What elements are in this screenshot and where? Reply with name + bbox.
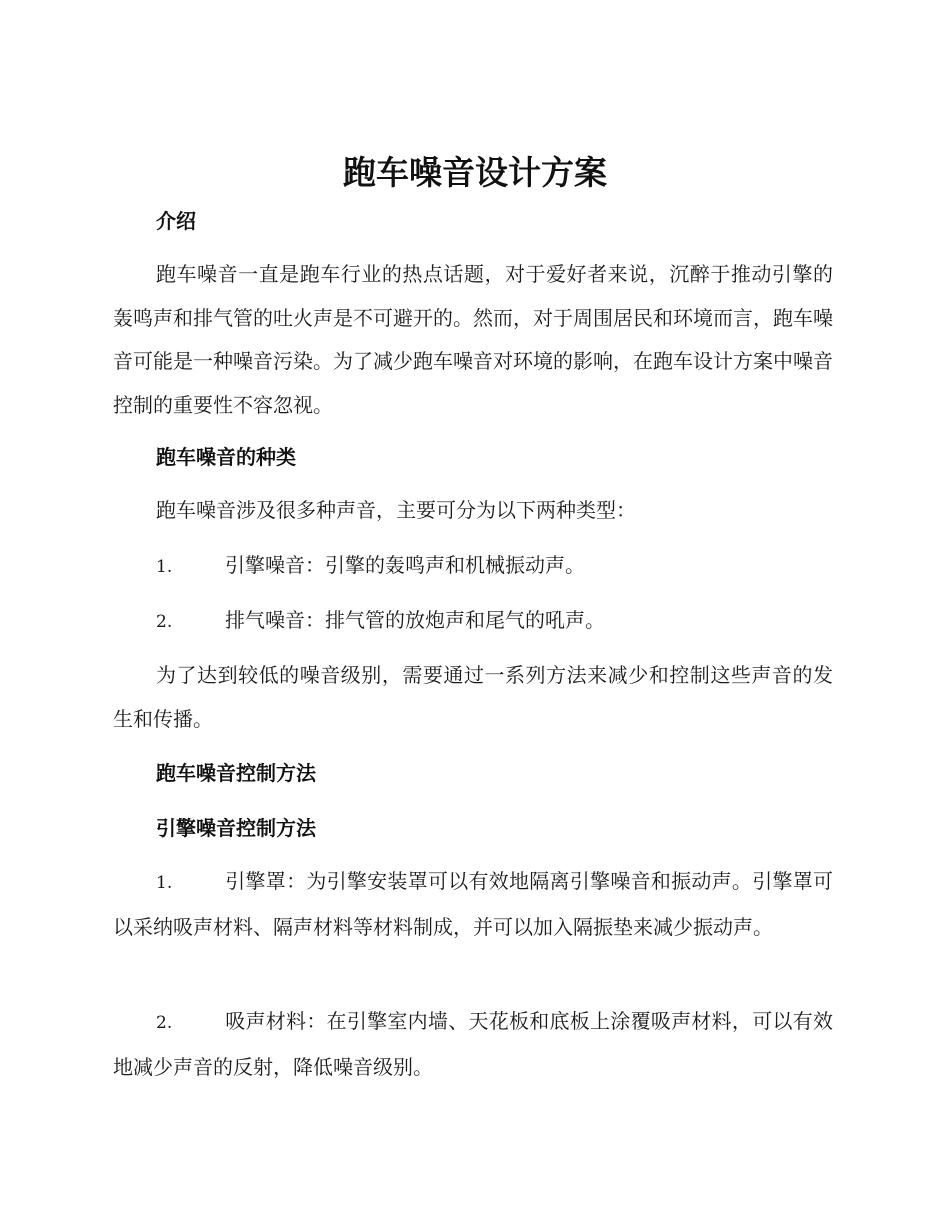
- section-heading-intro: 介绍: [156, 209, 196, 233]
- list-item-text: 吸声材料：在引擎室内墙、天花板和底板上涂覆吸声材料，可以有效地减少声音的反射，降低噪音级别。: [113, 1009, 833, 1079]
- intro-paragraph: 跑车噪音一直是跑车行业的热点话题，对于爱好者来说，沉醉于推动引擎的轰鸣声和排气管的吐火声是不可避开的。然而，对于周围居民和环境而言，跑车噪音可能是一种噪音污染。为了减少跑车噪音对环境的影响，在跑车设计方案中噪音控制的重要性不容忽视。: [113, 262, 833, 417]
- list-number: 2.: [156, 612, 173, 632]
- section-heading-control: 跑车噪音控制方法: [156, 761, 316, 785]
- document-title: 跑车噪音设计方案: [343, 153, 607, 192]
- list-number: 1.: [156, 873, 173, 893]
- subsection-heading-engine: 引擎噪音控制方法: [156, 816, 316, 840]
- types-list-item-2: [113, 599, 833, 645]
- list-item-text: 引擎噪音：引擎的轰鸣声和机械振动声。: [225, 553, 585, 577]
- list-number: 2.: [156, 1013, 173, 1033]
- types-closing-paragraph: 为了达到较低的噪音级别，需要通过一系列方法来减少和控制这些声音的发生和传播。: [113, 663, 833, 731]
- control-list-item-2: [113, 1000, 833, 1089]
- section-heading-types: 跑车噪音的种类: [156, 445, 296, 469]
- types-lead-paragraph: 跑车噪音涉及很多种声音，主要可分为以下两种类型：: [156, 498, 636, 522]
- list-item-text: 引擎罩：为引擎安装罩可以有效地隔离引擎噪音和振动声。引擎罩可以采纳吸声材料、隔声材料等材料制成，并可以加入隔振垫来减少振动声。: [113, 869, 833, 939]
- list-number: 1.: [156, 557, 173, 577]
- control-list-item-1: [113, 860, 833, 949]
- types-list-item-1: [113, 544, 833, 590]
- list-item-text: 排气噪音：排气管的放炮声和尾气的吼声。: [225, 608, 605, 632]
